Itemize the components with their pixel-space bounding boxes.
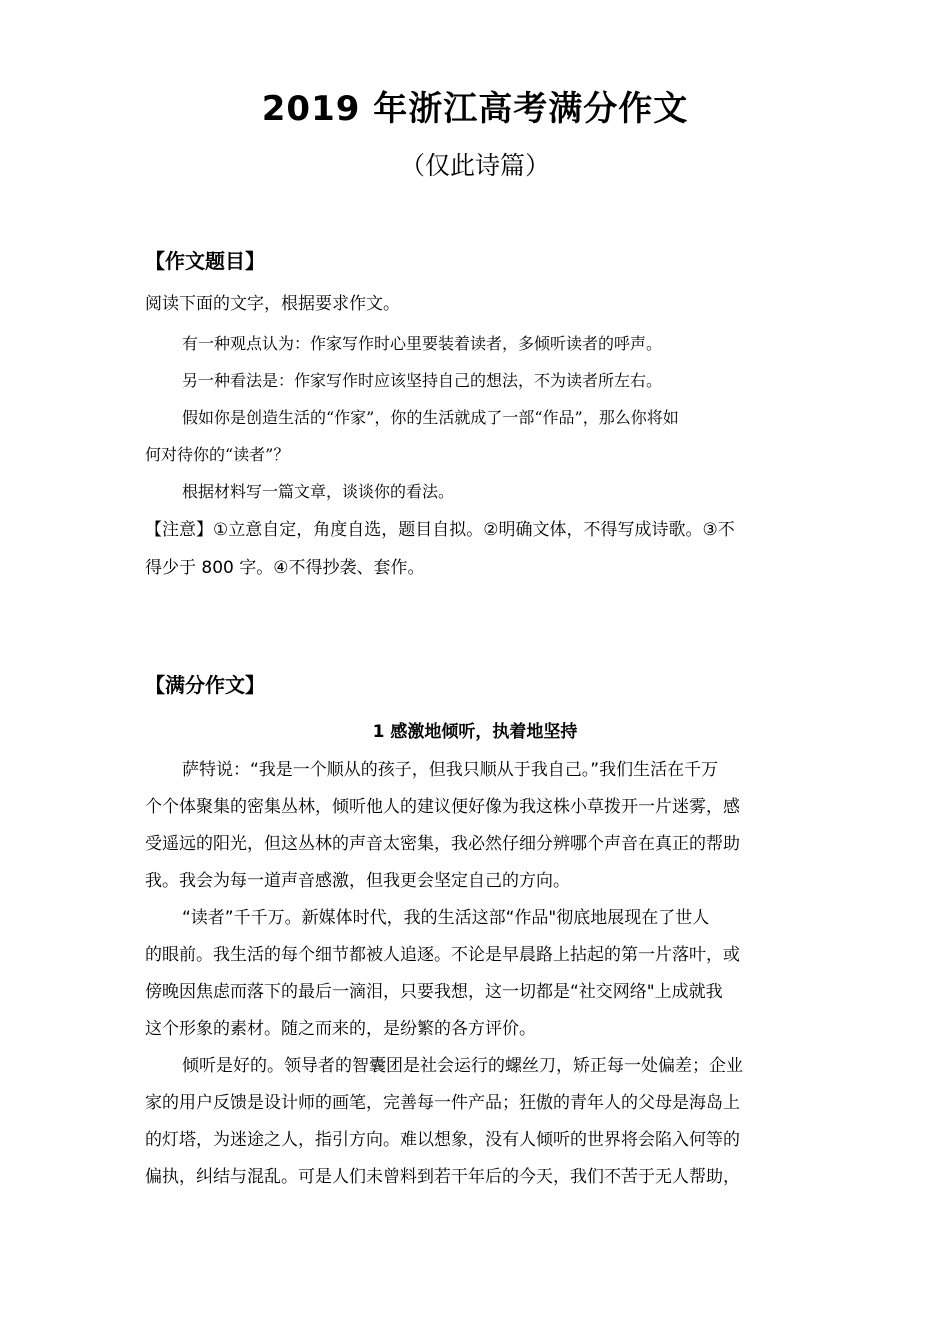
prompt-heading: 【作文题目】 xyxy=(145,249,265,273)
essay-line: 我。我会为每一道声音感激，但我更会坚定自己的方向。 xyxy=(145,871,570,891)
prompt-intro: 阅读下面的文字，根据要求作文。 xyxy=(145,294,400,314)
prompt-view-2: 另一种看法是：作家写作时应该坚持自己的想法，不为读者所左右。 xyxy=(182,371,663,390)
prompt-view-1: 有一种观点认为：作家写作时心里要装着读者，多倾听读者的呼声。 xyxy=(182,334,663,353)
essay-line: 傍晚因焦虑而落下的最后一滴泪，只要我想，这一切都是“社交网络"上成就我 xyxy=(145,982,723,1002)
essay-heading: 【满分作文】 xyxy=(145,673,265,697)
prompt-task: 根据材料写一篇文章，谈谈你的看法。 xyxy=(182,482,455,501)
essay-line: 个个体聚集的密集丛林，倾听他人的建议便好像为我这株小草拨开一片迷雾，感 xyxy=(145,797,740,817)
essay-line: 倾听是好的。领导者的智囊团是社会运行的螺丝刀，矫正每一处偏差；企业 xyxy=(182,1056,743,1076)
essay-line: 受遥远的阳光，但这丛林的声音太密集，我必然仔细分辨哪个声音在真正的帮助 xyxy=(145,834,740,854)
essay-title: 1 感激地倾听，执着地坚持 xyxy=(372,722,578,742)
essay-line: 这个形象的素材。随之而来的，是纷繁的各方评价。 xyxy=(145,1019,536,1039)
essay-line: 的眼前。我生活的每个细节都被人追逐。不论是早晨路上拈起的第一片落叶，或 xyxy=(145,945,740,965)
prompt-question-line-2: 何对待你的“读者”？ xyxy=(145,445,290,464)
document-subtitle: （仅此诗篇） xyxy=(399,151,550,180)
prompt-question-line-1: 假如你是创造生活的“作家”，你的生活就成了一部“作品”，那么你将如 xyxy=(182,408,679,427)
essay-line: 萨特说：“我是一个顺从的孩子，但我只顺从于我自己。”我们生活在千万 xyxy=(182,760,719,780)
document-title: 2019 年浙江高考满分作文 xyxy=(261,89,689,129)
essay-line: 家的用户反馈是设计师的画笔，完善每一件产品；狂傲的青年人的父母是海岛上 xyxy=(145,1093,740,1113)
essay-line: 偏执，纠结与混乱。可是人们未曾料到若干年后的今天，我们不苦于无人帮助， xyxy=(145,1167,740,1187)
essay-line: “读者”千千万。新媒体时代，我的生活这部“作品"彻底地展现在了世人 xyxy=(182,908,710,928)
prompt-notice-line-1: 【注意】①立意自定，角度自选，题目自拟。②明确文体，不得写成诗歌。③不 xyxy=(145,520,735,540)
essay-line: 的灯塔，为迷途之人，指引方向。难以想象，没有人倾听的世界将会陷入何等的 xyxy=(145,1130,740,1150)
prompt-notice-line-2: 得少于 800 字。④不得抄袭、套作。 xyxy=(145,558,425,578)
